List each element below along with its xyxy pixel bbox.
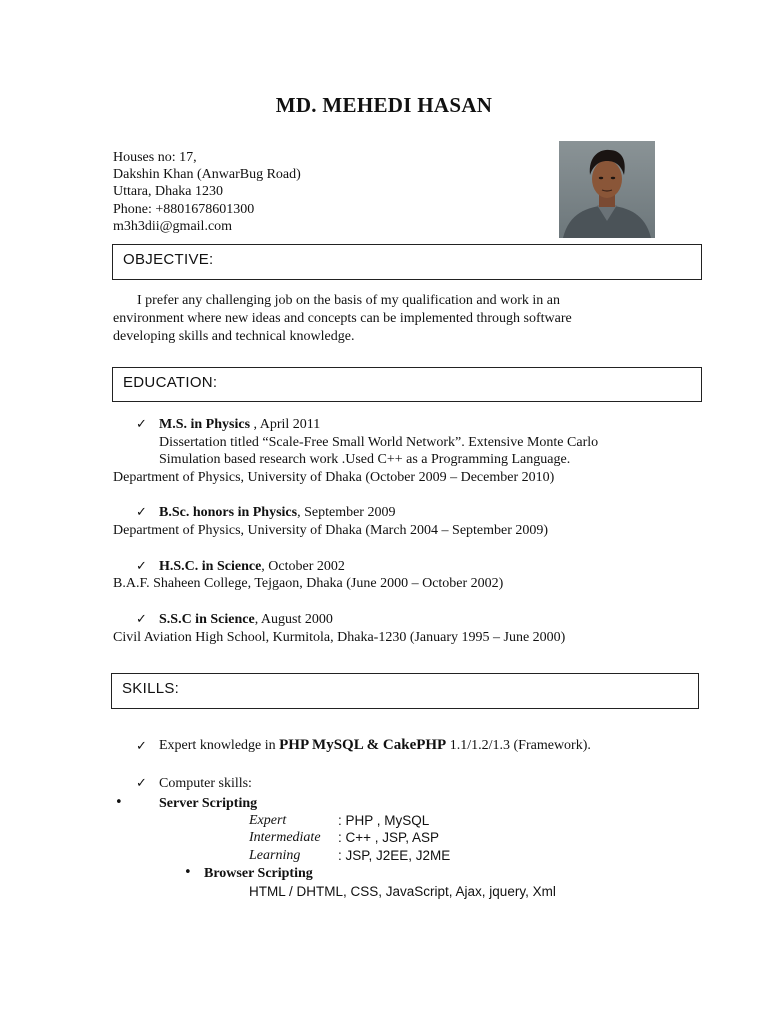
objective-text-line: environment where new ideas and concepts can be implemented through software [113, 311, 572, 326]
institution-line: Civil Aviation High School, Kurmitola, Dhaka-1230 (January 1995 – June 2000) [113, 630, 566, 645]
education-heading: EDUCATION: [123, 374, 218, 391]
expert-knowledge-line [159, 736, 591, 755]
contact-address-line: Dakshin Khan (AnwarBug Road) [113, 167, 301, 182]
expert-prefix: Expert knowledge in [159, 738, 280, 753]
education-item-hsc [159, 558, 345, 576]
degree-date: , August 2000 [254, 612, 333, 627]
browser-scripting-label: Browser Scripting [204, 866, 313, 881]
skill-level-expert [249, 812, 286, 830]
computer-skills-label: Computer skills: [159, 776, 252, 791]
degree-date: , April 2011 [250, 417, 321, 432]
skill-level-intermediate [249, 829, 321, 847]
skills-heading: SKILLS: [122, 680, 180, 697]
degree-title: H.S.C. in Science [159, 559, 262, 574]
profile-photo-illustration [559, 141, 655, 238]
profile-photo [559, 141, 655, 238]
skill-level-label: Expert [249, 813, 287, 828]
check-mark-icon: ✓ [136, 505, 147, 520]
education-item-ms [159, 416, 320, 434]
skill-level-label: Intermediate [249, 830, 321, 845]
degree-title: B.Sc. honors in Physics [159, 505, 298, 520]
contact-address-line: Uttara, Dhaka 1230 [113, 184, 224, 199]
education-item-bsc [159, 504, 395, 522]
skill-level-label: Learning [249, 848, 301, 863]
skills-section-header [111, 673, 699, 709]
expert-technologies: PHP MySQL & CakePHP [279, 737, 447, 753]
bullet-icon: • [115, 795, 123, 810]
check-mark-icon: ✓ [136, 417, 147, 432]
contact-phone: Phone: +8801678601300 [113, 202, 255, 217]
objective-text-line: I prefer any challenging job on the basis of my qualification and work in an [137, 293, 560, 308]
browser-scripting-value: HTML / DHTML, CSS, JavaScript, Ajax, jquery, Xml [249, 884, 556, 899]
degree-title: S.S.C in Science [159, 612, 255, 627]
dissertation-line: Simulation based research work .Used C++ as a Programming Language. [159, 452, 571, 467]
contact-address-line: Houses no: 17, [113, 150, 197, 165]
education-section-header [112, 367, 702, 402]
expert-suffix: 1.1/1.2/1.3 (Framework). [446, 738, 591, 753]
page-title: MD. MEHEDI HASAN [275, 93, 493, 117]
skill-value-expert: : PHP , MySQL [338, 813, 430, 828]
objective-heading: OBJECTIVE: [123, 251, 214, 268]
institution-line: Department of Physics, University of Dhaka (March 2004 – September 2009) [113, 523, 549, 538]
institution-line: Department of Physics, University of Dhaka (October 2009 – December 2010) [113, 470, 555, 485]
browser-scripting-title [204, 865, 313, 883]
institution-line: B.A.F. Shaheen College, Tejgaon, Dhaka (June 2000 – October 2002) [113, 576, 504, 591]
contact-email: m3h3dii@gmail.com [113, 219, 233, 234]
degree-title: M.S. in Physics [159, 417, 251, 432]
check-mark-icon: ✓ [136, 739, 147, 754]
server-scripting-title [159, 795, 257, 813]
skill-level-learning [249, 847, 300, 865]
bullet-icon: • [184, 865, 192, 880]
check-mark-icon: ✓ [136, 612, 147, 627]
objective-section-header [112, 244, 702, 280]
education-item-ssc [159, 611, 333, 629]
server-scripting-label: Server Scripting [159, 796, 258, 811]
skill-value-learning: : JSP, J2EE, J2ME [338, 848, 451, 863]
objective-text-line: developing skills and technical knowledge. [113, 329, 355, 344]
degree-date: , October 2002 [261, 559, 345, 574]
check-mark-icon: ✓ [136, 559, 147, 574]
dissertation-line: Dissertation titled “Scale-Free Small World Network”. Extensive Monte Carlo [159, 435, 599, 450]
check-mark-icon: ✓ [136, 776, 147, 791]
degree-date: , September 2009 [297, 505, 396, 520]
skill-value-intermediate: : C++ , JSP, ASP [338, 830, 440, 845]
